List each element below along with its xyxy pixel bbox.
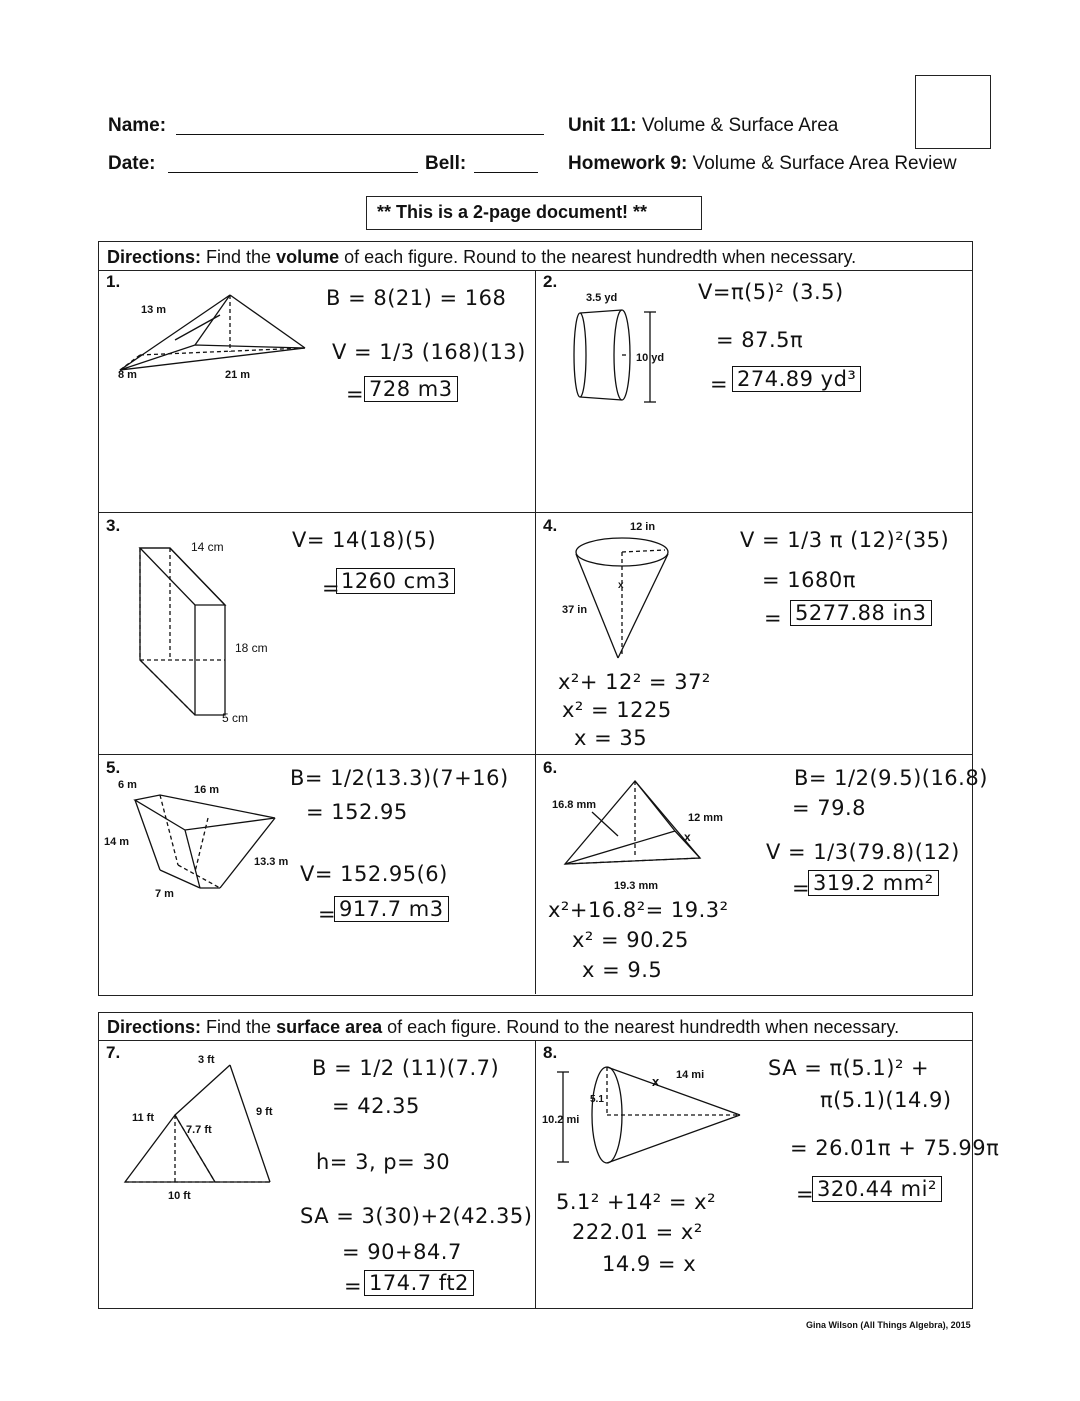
work-line: = [346, 382, 365, 406]
problem-number: 2. [543, 272, 558, 291]
answer-box: 917.7 m3 [334, 896, 449, 922]
work-line: = [796, 1182, 815, 1206]
dimension-label: 21 m [225, 369, 251, 381]
dimension-label: x [618, 580, 624, 591]
work-line: B= 1/2(9.5)(16.8) [794, 766, 988, 790]
problem-number: 1. [106, 272, 121, 291]
work-line: B = 1/2 (11)(7.7) [312, 1056, 500, 1080]
work-line: = [710, 372, 729, 396]
work-line: = [318, 902, 337, 926]
dimension-label: 9 ft [256, 1106, 273, 1118]
answer-box: 1260 cm3 [336, 568, 455, 594]
dimension-label: 16.8 mm [552, 799, 597, 811]
prism-figure [130, 540, 250, 725]
dimension-label: 8 m [118, 369, 137, 381]
answer-box: 274.89 yd³ [732, 366, 861, 392]
work-line: x = 9.5 [582, 958, 663, 982]
work-line: V = 1/3 (168)(13) [332, 340, 526, 364]
dimension-label: x [652, 1074, 660, 1089]
date-label: Date: [108, 153, 156, 174]
work-line: V = 1/3 π (12)²(35) [740, 528, 950, 552]
work-line: x² = 90.25 [572, 928, 689, 952]
work-line: V= 14(18)(5) [292, 528, 437, 552]
homework-title: Homework 9: Volume & Surface Area Review [568, 153, 957, 174]
work-line: B = 8(21) = 168 [326, 286, 507, 310]
dimension-label: 12 mm [688, 812, 723, 824]
problem-number: 6. [543, 758, 558, 777]
divider [535, 1040, 536, 1308]
triangular-pyramid-figure [560, 776, 710, 876]
work-line: = 152.95 [306, 800, 408, 824]
dimension-label: 10 yd [636, 352, 665, 364]
work-line: B= 1/2(13.3)(7+16) [290, 766, 509, 790]
problem-number: 7. [106, 1043, 121, 1062]
dimension-label: 5.1 [590, 1094, 604, 1105]
work-line: = [344, 1274, 363, 1298]
footer-credit: Gina Wilson (All Things Algebra), 2015 [806, 1320, 971, 1330]
dimension-label: 7.7 ft [186, 1124, 212, 1136]
work-line: = 26.01π + 75.99π [790, 1136, 1000, 1160]
work-line: = [792, 876, 811, 900]
work-line: = 42.35 [332, 1094, 420, 1118]
trapezoidal-prism-figure [130, 790, 310, 900]
answer-box: 320.44 mi² [812, 1176, 942, 1202]
dimension-label: 14 mi [676, 1069, 705, 1081]
dimension-label: 19.3 mm [614, 880, 659, 892]
score-box[interactable] [915, 75, 991, 149]
dimension-label: 5 cm [222, 711, 249, 725]
work-line: V = 1/3(79.8)(12) [766, 840, 960, 864]
dimension-label: 3.5 yd [586, 292, 618, 304]
work-line: x²+16.8²= 19.3² [548, 898, 729, 922]
problem-number: 4. [543, 516, 558, 535]
work-line: x = 35 [574, 726, 648, 750]
work-line: 5.1² +14² = x² [556, 1190, 717, 1214]
work-line: h= 3, p= 30 [316, 1150, 451, 1174]
dimension-label: 6 m [118, 779, 137, 791]
work-line: 222.01 = x² [572, 1220, 703, 1244]
work-line: x²+ 12² = 37² [558, 670, 711, 694]
answer-box: 319.2 mm² [808, 870, 939, 896]
dimension-label: 14 cm [191, 540, 224, 554]
dimension-label: 16 m [194, 784, 220, 796]
notice-box [366, 196, 702, 230]
work-line: V=π(5)² (3.5) [698, 280, 844, 304]
name-label: Name: [108, 115, 167, 136]
date-field[interactable] [168, 172, 418, 173]
work-line: = 79.8 [792, 796, 867, 820]
bell-field[interactable] [474, 172, 538, 173]
problem-number: 8. [543, 1043, 558, 1062]
surface-area-directions: Directions: Find the surface area of each figure. Round to the nearest hundredth when necessary. [107, 1017, 900, 1037]
dimension-label: 10 ft [168, 1190, 191, 1202]
problem-number: 3. [106, 516, 121, 535]
divider [535, 270, 536, 994]
work-line: = 87.5π [716, 328, 804, 352]
dimension-label: 18 cm [235, 641, 268, 655]
work-line: SA = 3(30)+2(42.35) [300, 1204, 533, 1228]
work-line: SA = π(5.1)² + [768, 1056, 930, 1080]
dimension-label: x [684, 830, 691, 844]
dimension-label: 13 m [141, 304, 167, 316]
work-line: x² = 1225 [562, 698, 672, 722]
divider [98, 512, 973, 513]
divider [98, 754, 973, 755]
pyramid-figure [110, 290, 310, 380]
work-line: = [764, 606, 783, 630]
work-line: = 1680π [762, 568, 856, 592]
name-field[interactable] [176, 134, 544, 135]
work-line: = 90+84.7 [342, 1240, 462, 1264]
dimension-label: 12 in [630, 521, 656, 533]
volume-directions: Directions: Find the volume of each figure. Round to the nearest hundredth when necessary. [107, 247, 857, 267]
bell-label: Bell: [425, 153, 467, 174]
dimension-label: 10.2 mi [542, 1114, 580, 1126]
problem-number: 5. [106, 758, 121, 777]
dimension-label: 14 m [104, 836, 130, 848]
cone-figure [560, 530, 670, 665]
sideways-cone-figure [555, 1060, 745, 1170]
dimension-label: 11 ft [132, 1112, 155, 1124]
dimension-label: 37 in [562, 604, 588, 616]
work-line: 14.9 = x [602, 1252, 697, 1276]
work-line: V= 152.95(6) [300, 862, 448, 886]
answer-box: 174.7 ft2 [364, 1270, 474, 1296]
dimension-label: 7 m [155, 888, 174, 900]
work-line: = [322, 576, 341, 600]
answer-box: 728 m3 [364, 376, 458, 402]
answer-box: 5277.88 in3 [790, 600, 932, 626]
unit-title: Unit 11: Volume & Surface Area [568, 115, 839, 136]
notice-text: ** This is a 2-page document! ** [377, 202, 648, 222]
dimension-label: 13.3 m [254, 856, 289, 868]
work-line: π(5.1)(14.9) [820, 1088, 952, 1112]
dimension-label: 3 ft [198, 1054, 215, 1066]
